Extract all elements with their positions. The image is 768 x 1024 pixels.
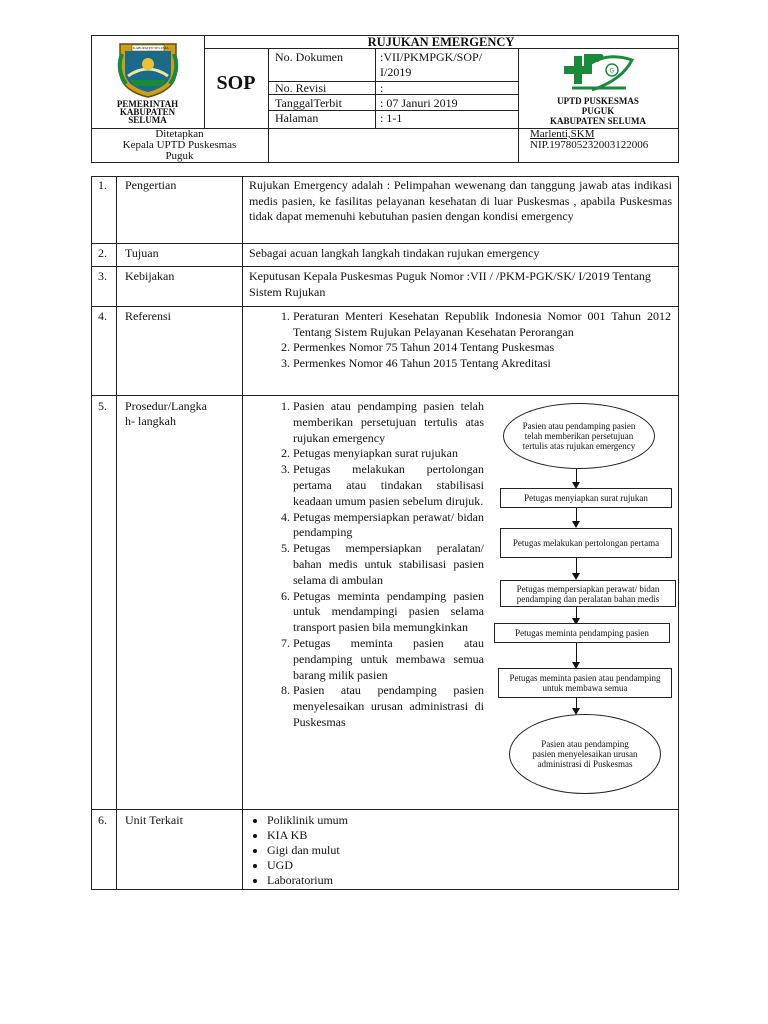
prosedur-steps [267,399,484,731]
kebijakan-text: Keputusan Kepala Puskesmas Puguk Nomor :VII / /PKM-PGK/SK/ I/2019 Tentang Sistem Rujukan [249,269,651,299]
row-number: 5. [98,399,107,413]
list-item: 3. Petugas melakukan pertolongan pertama atau tindakan stabilisasi keadaan umum pasien sebelum dirujuk. [293,462,484,509]
flow-end-oval: Pasien atau pendamping pasien menyelesaikan urusan administrasi di Puskesmas [509,714,661,794]
flow-arrow [576,698,577,709]
flow-step-box: Petugas menyiapkan surat rujukan [500,488,672,508]
flow-start-oval: Pasien atau pendamping pasien telah memberikan persetujuan tertulis atas rujukan emergency [503,403,655,469]
org-name-line-2: KABUPATEN [119,107,176,117]
puskesmas-name-line-2: PUGUK [581,106,615,116]
issue-date-label: TanggalTerbit [275,96,342,110]
logo-text: KABUPATEN SELUMA [133,46,169,50]
puskesmas-name-line-3: KABUPATEN SELUMA [550,116,646,126]
list-item: • UGD [267,858,567,873]
puskesmas-name-line-1: UPTD PUSKESMAS [557,96,639,106]
ditetapkan-line-1: Ditetapkan [155,128,204,140]
row-label-kebijakan: Kebijakan [125,269,175,283]
doc-number-value-2: I/2019 [380,65,412,79]
row-label-referensi: Referensi [125,309,171,323]
referensi-list [267,309,671,371]
list-item: 1. Pasien atau pendamping pasien telah memberikan persetujuan tertulis atas rujukan emergency [293,399,484,446]
ditetapkan-line-3: Puguk [165,150,194,162]
flow-arrow [576,469,577,483]
puskesmas-logo [562,50,636,94]
page-label: Halaman [275,111,319,125]
revision-value: : [380,81,384,95]
unit-terkait-list [249,813,567,888]
document-title: RUJUKAN EMERGENCY [367,35,515,49]
flow-step-box: Petugas meminta pasien atau pendamping untuk membawa semua [498,668,672,698]
issue-date-value: : 07 Januri 2019 [380,96,458,110]
list-item: 8. Pasien atau pendamping pasien menyelesaikan urusan administrasi di Puskesmas [293,683,484,730]
list-item: • KIA KB [267,828,567,843]
signer-name: Marlenti,SKM [530,128,595,140]
list-item: 7. Petugas meminta pasien atau pendamping untuk membawa semua barang milik pasien [293,636,484,683]
page-value: : 1-1 [380,111,403,125]
flow-arrow [576,508,577,522]
flow-arrow [576,607,577,619]
row-number: 2. [98,246,107,260]
ditetapkan-line-2: Kepala UPTD Puskesmas [122,139,237,151]
list-item: • Poliklinik umum [267,813,567,828]
list-item: 1. Peraturan Menteri Kesehatan Republik Indonesia Nomor 001 Tahun 2012 Tentang Sistem Rujukan Pelayanan Kesehatan Perorangan [293,309,671,340]
list-item: 2. Petugas menyiapkan surat rujukan [293,446,484,462]
row-label-tujuan: Tujuan [125,246,159,260]
row-number: 1. [98,178,107,192]
list-item: 2. Permenkes Nomor 75 Tahun 2014 Tentang Puskesmas [293,340,671,356]
flow-step-box: Petugas meminta pendamping pasien [494,623,670,643]
row-label-prosedur: Prosedur/Langka [125,399,207,413]
sop-label: SOP [216,72,256,94]
row-number: 4. [98,309,107,323]
health-cross-icon [562,50,636,94]
row-label-unit-terkait: Unit Terkait [125,813,183,827]
org-name-line-3: SELUMA [128,115,167,125]
doc-number-label: No. Dokumen [275,50,343,64]
revision-label: No. Revisi [275,81,327,95]
list-item: • Gigi dan mulut [267,843,567,858]
tujuan-text: Sebagai acuan langkah langkah tindakan rujukan emergency [249,246,540,260]
flow-arrow [576,643,577,663]
row-label-prosedur-2: h- langkah [125,414,176,428]
list-item: 6. Petugas meminta pendamping pasien untuk mendampingi pasien selama transport pasien bila memungkinkan [293,589,484,636]
list-item: 5. Petugas mempersiapkan peralatan/ bahan medis untuk stabilisasi pasien selama di ambulan [293,541,484,588]
flow-step-box: Petugas melakukan pertolongan pertama [500,528,672,558]
list-item: 4. Petugas mempersiapkan perawat/ bidan pendamping [293,510,484,542]
list-item: 3. Permenkes Nomor 46 Tahun 2015 Tentang Akreditasi [293,356,671,372]
kabupaten-seluma-logo [114,40,182,98]
flow-arrow [576,558,577,574]
signer-nip: NIP.197805232003122006 [530,139,649,151]
org-name-line-1: PEMERINTAH [116,99,179,109]
doc-number-value: :VII/PKMPGK/SOP/ [380,50,483,64]
row-label-pengertian: Pengertian [125,178,177,192]
list-item: • Laboratorium [267,873,567,888]
flow-step-box: Petugas mempersiapkan perawat/ bidan pendamping dan peralatan bahan medis [500,580,676,607]
pengertian-text: Rujukan Emergency adalah : Pelimpahan wewenang dan tanggung jawab atas indikasi medis pasien, ke fasilitas pelayanan kesehatan di luar Puskesmas , apabila Puskesmas tidak dapat memenuhi kebutuhan pasien dengan kondisi emergency [249,178,672,223]
svg-text:G: G [609,68,615,75]
row-number: 3. [98,269,107,283]
row-number: 6. [98,813,107,827]
